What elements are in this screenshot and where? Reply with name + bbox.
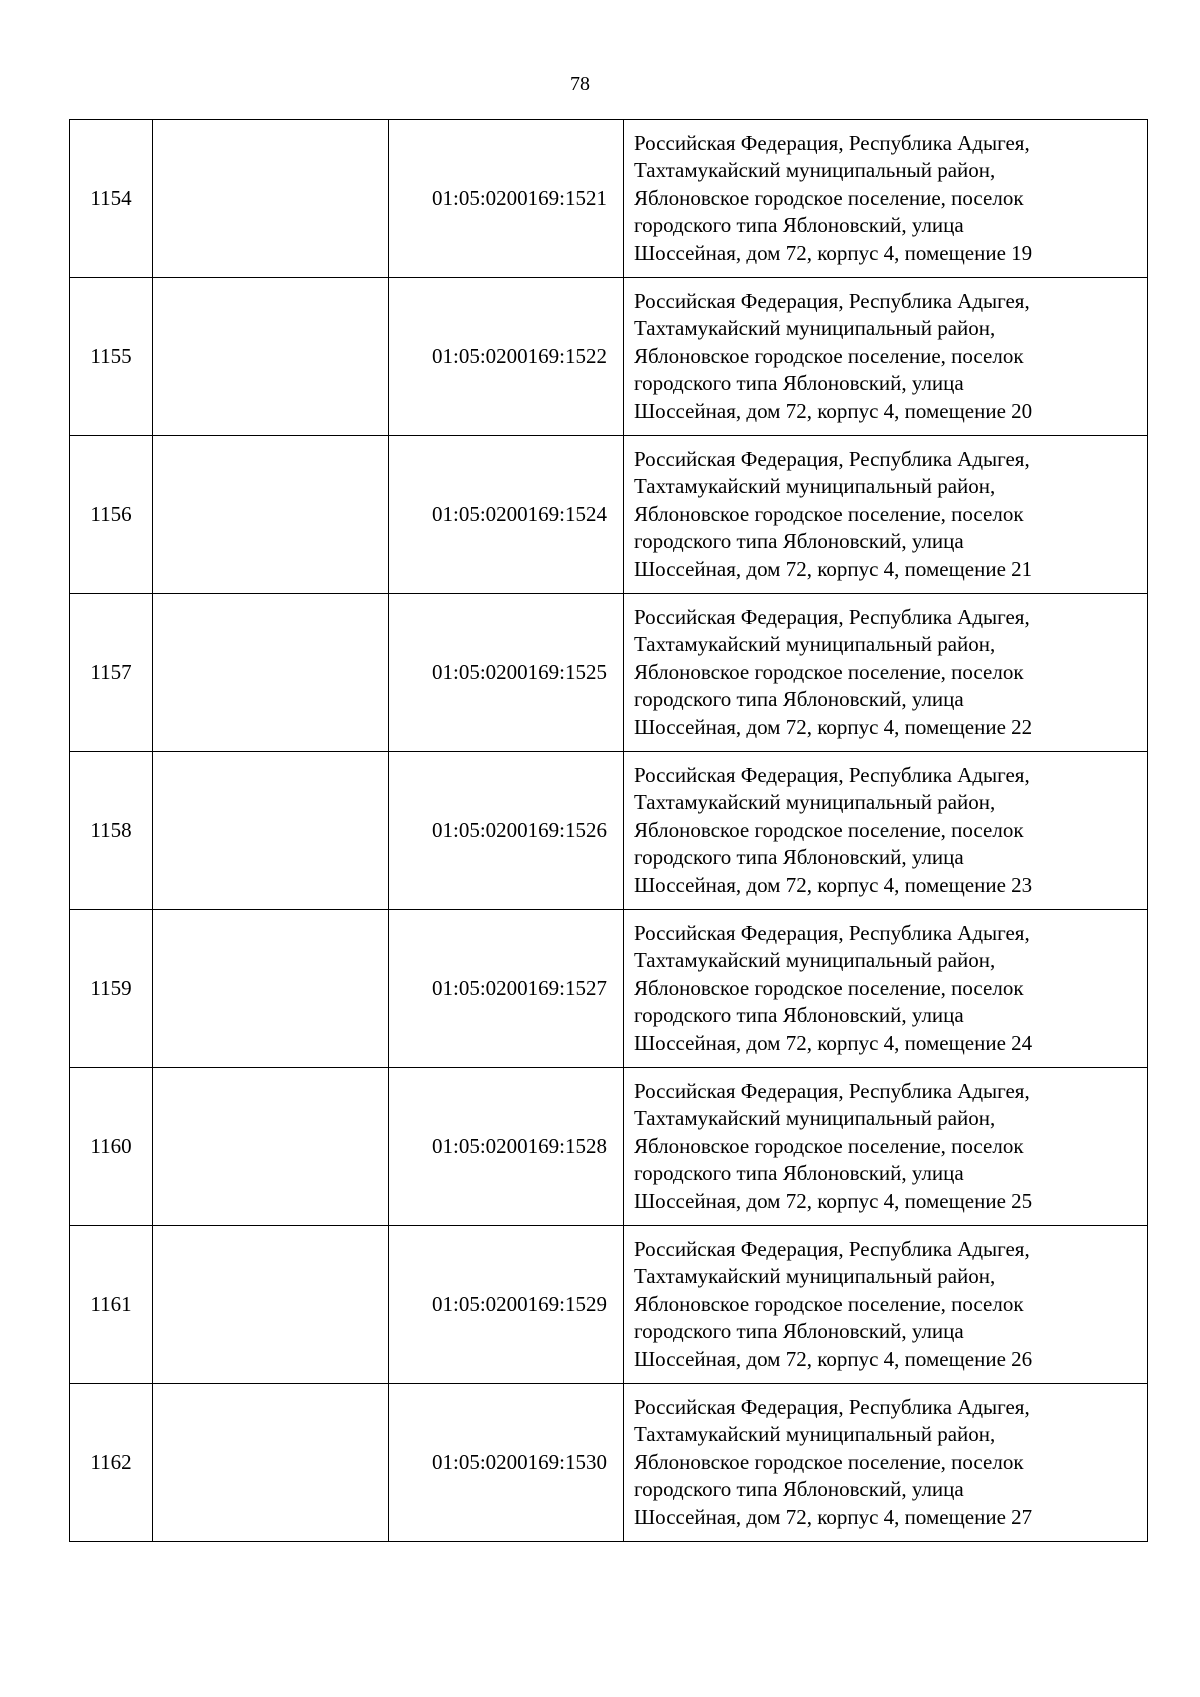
- address-line: Российская Федерация, Республика Адыгея,: [634, 1236, 1030, 1261]
- address-line: городского типа Яблоновский, улица: [634, 1319, 964, 1344]
- address-line: Тахтамукайский муниципальный район,: [634, 632, 996, 657]
- registry-table-body: [70, 120, 1148, 1542]
- address-line: Российская Федерация, Республика Адыгея,: [634, 920, 1030, 945]
- address-line: Яблоновское городское поселение, поселок: [634, 659, 1024, 684]
- page-number: 78: [570, 73, 590, 95]
- address-cell: [624, 436, 1148, 594]
- cadastral-number-cell: 01:05:0200169:1527: [389, 910, 624, 1068]
- address-line: Шоссейная, дом 72, корпус 4, помещение 25: [634, 1188, 1033, 1213]
- cadastral-number-cell: 01:05:0200169:1521: [389, 120, 624, 278]
- address-cell: [624, 1384, 1148, 1542]
- address-line: городского типа Яблоновский, улица: [634, 687, 964, 712]
- address-line: городского типа Яблоновский, улица: [634, 1161, 964, 1186]
- address-line: Российская Федерация, Республика Адыгея,: [634, 1394, 1030, 1419]
- cadastral-number-cell: 01:05:0200169:1525: [389, 594, 624, 752]
- cadastral-number-cell: 01:05:0200169:1529: [389, 1226, 624, 1384]
- address-line: Тахтамукайский муниципальный район,: [634, 1264, 996, 1289]
- address-line: городского типа Яблоновский, улица: [634, 1003, 964, 1028]
- address-line: Шоссейная, дом 72, корпус 4, помещение 26: [634, 1346, 1033, 1371]
- address-line: Яблоновское городское поселение, поселок: [634, 185, 1024, 210]
- address-line: городского типа Яблоновский, улица: [634, 529, 964, 554]
- address-line: Тахтамукайский муниципальный район,: [634, 1106, 996, 1131]
- empty-cell: [153, 1226, 389, 1384]
- address-line: Тахтамукайский муниципальный район,: [634, 158, 996, 183]
- address-line: Шоссейная, дом 72, корпус 4, помещение 20: [634, 398, 1033, 423]
- address-line: городского типа Яблоновский, улица: [634, 371, 964, 396]
- table-row: [70, 752, 1148, 910]
- address-line: Российская Федерация, Республика Адыгея,: [634, 762, 1030, 787]
- row-number-cell: 1161: [70, 1226, 153, 1384]
- address-line: Тахтамукайский муниципальный район,: [634, 790, 996, 815]
- row-number-cell: 1159: [70, 910, 153, 1068]
- address-line: Тахтамукайский муниципальный район,: [634, 948, 996, 973]
- address-line: Тахтамукайский муниципальный район,: [634, 1422, 996, 1447]
- address-line: Шоссейная, дом 72, корпус 4, помещение 22: [634, 714, 1033, 739]
- address-line: Тахтамукайский муниципальный район,: [634, 316, 996, 341]
- empty-cell: [153, 120, 389, 278]
- address-line: Российская Федерация, Республика Адыгея,: [634, 130, 1030, 155]
- table-row: [70, 120, 1148, 278]
- address-line: Яблоновское городское поселение, поселок: [634, 1133, 1024, 1158]
- address-cell: [624, 278, 1148, 436]
- cadastral-number-cell: 01:05:0200169:1526: [389, 752, 624, 910]
- property-registry-table: [69, 119, 1148, 1542]
- table-row: [70, 1226, 1148, 1384]
- empty-cell: [153, 278, 389, 436]
- empty-cell: [153, 436, 389, 594]
- table-row: [70, 436, 1148, 594]
- row-number-cell: 1156: [70, 436, 153, 594]
- address-line: Шоссейная, дом 72, корпус 4, помещение 27: [634, 1504, 1033, 1529]
- row-number-cell: 1157: [70, 594, 153, 752]
- empty-cell: [153, 752, 389, 910]
- empty-cell: [153, 910, 389, 1068]
- empty-cell: [153, 1068, 389, 1226]
- address-line: городского типа Яблоновский, улица: [634, 213, 964, 238]
- cadastral-number-cell: 01:05:0200169:1528: [389, 1068, 624, 1226]
- address-line: городского типа Яблоновский, улица: [634, 1477, 964, 1502]
- address-line: Российская Федерация, Республика Адыгея,: [634, 288, 1030, 313]
- cadastral-number-cell: 01:05:0200169:1522: [389, 278, 624, 436]
- empty-cell: [153, 1384, 389, 1542]
- address-cell: [624, 594, 1148, 752]
- address-line: Российская Федерация, Республика Адыгея,: [634, 1078, 1030, 1103]
- address-line: Яблоновское городское поселение, поселок: [634, 1449, 1024, 1474]
- address-line: Шоссейная, дом 72, корпус 4, помещение 23: [634, 872, 1033, 897]
- address-cell: [624, 1226, 1148, 1384]
- table-row: [70, 910, 1148, 1068]
- table-row: [70, 278, 1148, 436]
- row-number-cell: 1154: [70, 120, 153, 278]
- empty-cell: [153, 594, 389, 752]
- table-row: [70, 1068, 1148, 1226]
- address-line: Российская Федерация, Республика Адыгея,: [634, 604, 1030, 629]
- address-cell: [624, 1068, 1148, 1226]
- address-cell: [624, 910, 1148, 1068]
- address-line: городского типа Яблоновский, улица: [634, 845, 964, 870]
- table-row: [70, 1384, 1148, 1542]
- address-line: Яблоновское городское поселение, поселок: [634, 817, 1024, 842]
- row-number-cell: 1162: [70, 1384, 153, 1542]
- row-number-cell: 1155: [70, 278, 153, 436]
- address-line: Шоссейная, дом 72, корпус 4, помещение 24: [634, 1030, 1033, 1055]
- address-line: Яблоновское городское поселение, поселок: [634, 975, 1024, 1000]
- address-line: Яблоновское городское поселение, поселок: [634, 501, 1024, 526]
- address-line: Российская Федерация, Республика Адыгея,: [634, 446, 1030, 471]
- address-line: Яблоновское городское поселение, поселок: [634, 1291, 1024, 1316]
- row-number-cell: 1160: [70, 1068, 153, 1226]
- table-row: [70, 594, 1148, 752]
- address-cell: [624, 120, 1148, 278]
- address-line: Шоссейная, дом 72, корпус 4, помещение 21: [634, 556, 1033, 581]
- address-cell: [624, 752, 1148, 910]
- address-line: Шоссейная, дом 72, корпус 4, помещение 19: [634, 240, 1033, 265]
- row-number-cell: 1158: [70, 752, 153, 910]
- cadastral-number-cell: 01:05:0200169:1524: [389, 436, 624, 594]
- address-line: Яблоновское городское поселение, поселок: [634, 343, 1024, 368]
- address-line: Тахтамукайский муниципальный район,: [634, 474, 996, 499]
- cadastral-number-cell: 01:05:0200169:1530: [389, 1384, 624, 1542]
